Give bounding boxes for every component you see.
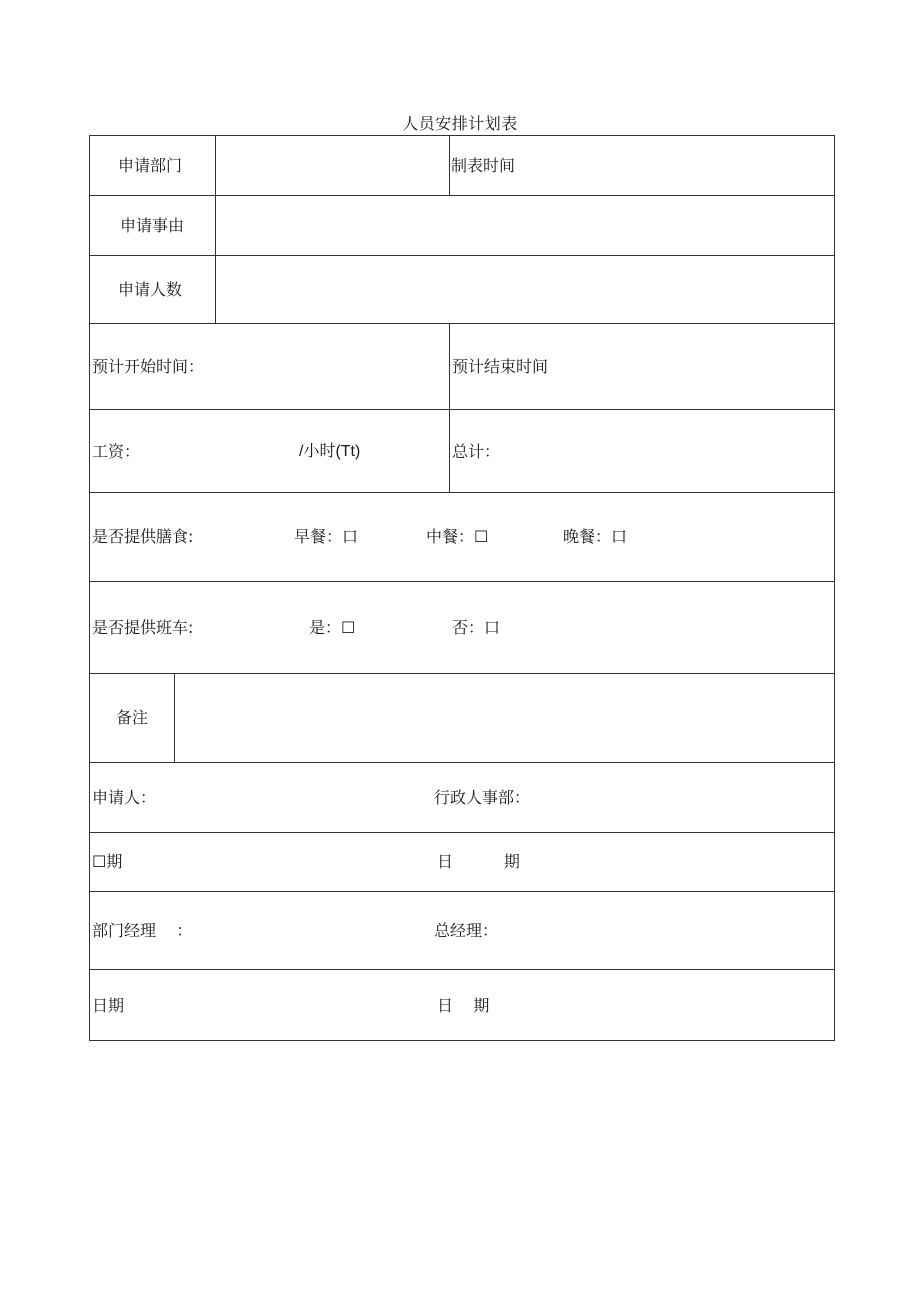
start-time-label: 预计开始时间：	[92, 357, 205, 376]
shuttle-label: 是否提供班车:	[92, 618, 194, 637]
column-divider	[449, 136, 450, 195]
row-divider	[90, 832, 834, 833]
remarks-label-divider	[174, 673, 175, 762]
manager-date-label: 日期	[92, 996, 125, 1015]
date-made-label: 制表时间	[451, 156, 516, 175]
headcount-field[interactable]	[216, 256, 831, 322]
end-time-label: 预计结束时间	[452, 357, 549, 376]
row-divider	[90, 891, 834, 892]
headcount-label: 申请人数	[118, 280, 183, 299]
page-title: 人员安排计划表	[402, 114, 518, 133]
lunch-checkbox[interactable]: 中餐：☐	[426, 527, 489, 546]
reason-label: 申请事由	[120, 216, 185, 235]
reason-field[interactable]	[216, 196, 831, 254]
applicant-date-label: ☐期	[92, 852, 123, 871]
hr-label: 行政人事部：	[434, 788, 531, 807]
wage-label: 工资：	[92, 442, 141, 461]
row-divider	[90, 762, 834, 763]
total-label: 总计：	[452, 442, 501, 461]
remarks-field[interactable]	[176, 674, 831, 761]
column-divider	[449, 323, 450, 492]
remarks-label: 备注	[116, 708, 149, 727]
dept-manager-label: 部门经理 ：	[92, 921, 193, 940]
shuttle-no-checkbox[interactable]: 否：口	[452, 618, 501, 637]
hr-date-label: 日 期	[437, 852, 520, 871]
department-field[interactable]	[216, 136, 448, 194]
gm-date-label: 日 期	[437, 996, 490, 1015]
row-divider	[90, 969, 834, 970]
row-divider	[90, 409, 834, 410]
row-divider	[90, 581, 834, 582]
shuttle-yes-checkbox[interactable]: 是：☐	[309, 618, 356, 637]
general-manager-label: 总经理：	[434, 921, 499, 940]
breakfast-checkbox[interactable]: 早餐：口	[294, 527, 359, 546]
wage-unit: /小时(Tt)	[299, 443, 361, 460]
personnel-plan-form	[89, 135, 835, 1041]
department-label: 申请部门	[118, 156, 183, 175]
date-made-field[interactable]	[530, 136, 830, 194]
dinner-checkbox[interactable]: 晚餐：口	[563, 527, 628, 546]
applicant-label: 申请人：	[92, 788, 157, 807]
row-divider	[90, 492, 834, 493]
row-divider	[90, 323, 834, 324]
meals-label: 是否提供膳食:	[92, 527, 194, 546]
